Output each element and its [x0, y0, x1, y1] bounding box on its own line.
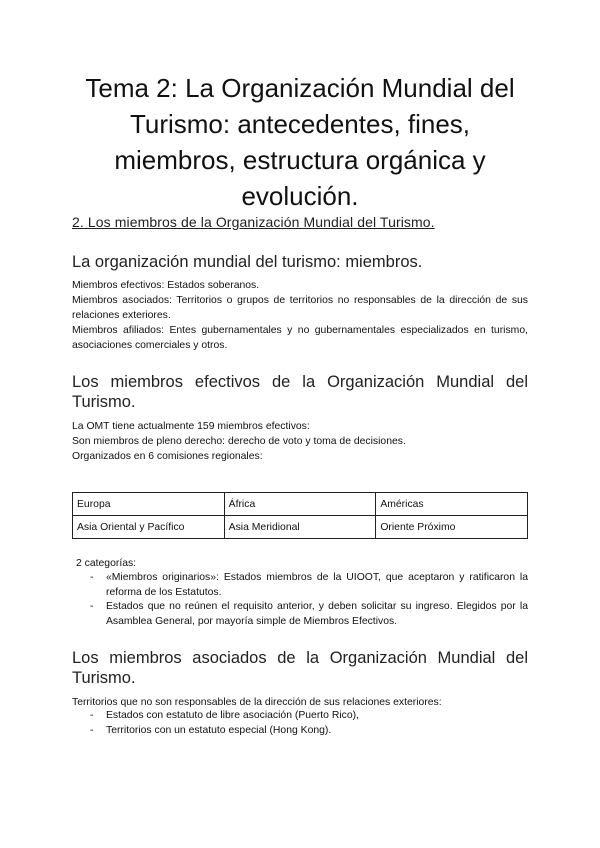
list-item-text: Estados que no reúnen el requisito anterior, y deben solicitar su ingreso. Elegidos por la Asamblea General, por mayoría simple de Miembros Efectivos. [106, 601, 528, 627]
table-cell: África [224, 493, 376, 516]
section1-heading: La organización mundial del turismo: miembros. [72, 253, 423, 271]
list-item [72, 724, 528, 739]
table-cell: Asia Oriental y Pacífico [73, 516, 225, 539]
list-item [72, 709, 528, 724]
section2-line: Organizados en 6 comisiones regionales: [72, 451, 263, 462]
bullet-dash: - [90, 572, 94, 583]
section-link[interactable]: 2. Los miembros de la Organización Mundial del Turismo. [72, 214, 435, 230]
table-cell: Oriente Próximo [376, 516, 528, 539]
table-row [73, 516, 528, 539]
document-title: Tema 2: La Organización Mundial del Turismo: antecedentes, fines, miembros, estructura orgánica y evolución. [85, 73, 515, 211]
section3-heading: Los miembros asociados de la Organización Mundial del Turismo. [72, 649, 528, 687]
section2-line: Son miembros de pleno derecho: derecho de voto y toma de decisiones. [72, 436, 406, 447]
list-item-text: Territorios con un estatuto especial (Hong Kong). [106, 724, 332, 736]
section1-text [72, 278, 528, 353]
categories-list [72, 571, 528, 629]
associates-list [72, 709, 528, 738]
section2-line: La OMT tiene actualmente 159 miembros efectivos: [72, 421, 310, 432]
bullet-dash: - [90, 601, 94, 612]
section2-heading: Los miembros efectivos de la Organización Mundial del Turismo. [72, 373, 528, 411]
section1-line: Miembros asociados: Territorios o grupos de territorios no responsables de la dirección de sus relaciones exteriores. [72, 295, 528, 321]
table-row [73, 493, 528, 516]
table-cell: Asia Meridional [224, 516, 376, 539]
bullet-dash: - [90, 710, 94, 721]
bullet-dash: - [90, 724, 94, 736]
categories-label: 2 categorías: [76, 558, 137, 569]
section3-intro: Territorios que no son responsables de la dirección de sus relaciones exteriores: [72, 697, 442, 708]
list-item-text: «Miembros originarios»: Estados miembros de la UIOOT, que aceptaron y ratificaron la reforma de los Estatutos. [106, 572, 528, 598]
list-item [72, 571, 528, 600]
table-cell: Europa [73, 493, 225, 516]
list-item [72, 600, 528, 629]
section1-line: Miembros efectivos: Estados soberanos. [72, 280, 260, 291]
section2-text [72, 419, 528, 464]
regions-table [72, 492, 528, 539]
table-cell: Américas [376, 493, 528, 516]
section1-line: Miembros afiliados: Entes gubernamentales y no gubernamentales especializados en turismo, asociaciones comerciales y otros. [72, 325, 528, 351]
list-item-text: Estados con estatuto de libre asociación (Puerto Rico), [106, 710, 359, 721]
